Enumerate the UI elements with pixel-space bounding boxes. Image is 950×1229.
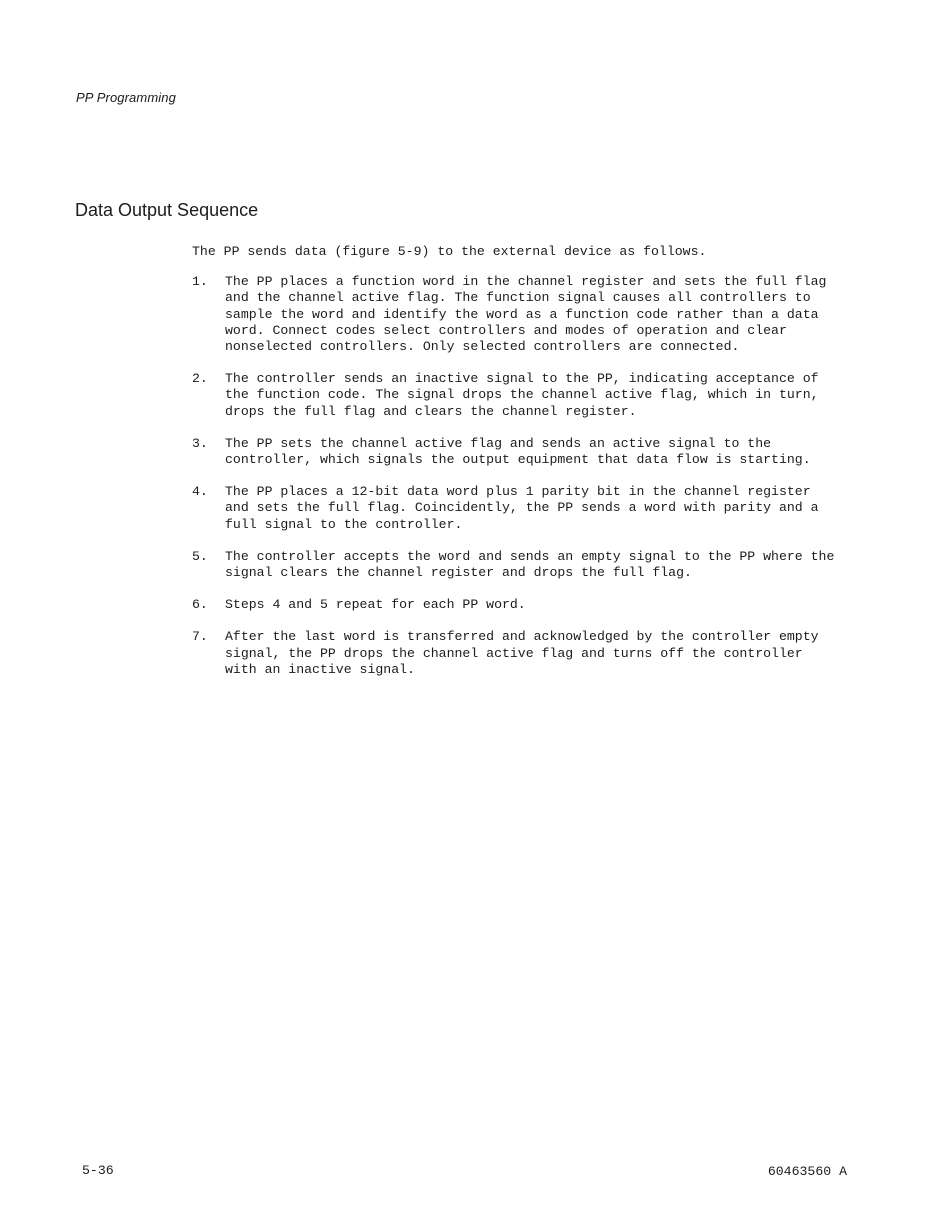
step-text: The controller sends an inactive signal to the PP, indicating acceptance of the function code. The signal drops the channel active flag, which in turn, drops the full flag and clears the channel register. — [225, 371, 819, 419]
list-item — [192, 629, 842, 678]
step-text: The PP sets the channel active flag and sends an active signal to the controller, which signals the output equipment that data flow is starting. — [225, 435, 811, 468]
step-text: Steps 4 and 5 repeat for each PP word. — [225, 597, 526, 613]
step-number: 3. — [192, 435, 208, 451]
step-text: The PP places a 12-bit data word plus 1 parity bit in the channel register and sets the full flag. Coincidently, the PP sends a word with parity and a full signal to the controller. — [225, 484, 819, 532]
step-number: 5. — [192, 548, 208, 564]
list-item — [192, 371, 842, 420]
section-title: Data Output Sequence — [75, 200, 259, 220]
page-number: 5-36 — [82, 1163, 114, 1178]
list-item — [192, 436, 842, 468]
step-number: 2. — [192, 371, 208, 387]
step-text: The PP places a function word in the channel register and sets the full flag and the channel active flag. The function signal causes all controllers to sample the word and identify the word as a function code rather than a data word. Connect codes select controllers and modes of operation and clear nonselected controllers. Only selected controllers are connected. — [225, 274, 827, 355]
list-item — [192, 597, 842, 613]
list-item — [192, 549, 842, 581]
step-text: After the last word is transferred and acknowledged by the controller empty signal, the PP drops the channel active flag and turns off the controller with an inactive signal. — [225, 629, 819, 677]
list-item — [192, 484, 842, 533]
running-header: PP Programming — [76, 90, 176, 105]
section-body — [192, 244, 842, 694]
document-number: 60463560 A — [767, 1164, 847, 1179]
steps-list — [192, 274, 842, 678]
step-number: 6. — [192, 597, 208, 613]
intro-paragraph: The PP sends data (figure 5-9) to the external device as follows. — [192, 244, 707, 259]
list-item — [192, 274, 842, 355]
step-text: The controller accepts the word and sends an empty signal to the PP where the signal clears the channel register and drops the full flag. — [225, 548, 835, 581]
step-number: 4. — [192, 484, 208, 500]
step-number: 7. — [192, 629, 208, 645]
step-number: 1. — [192, 274, 208, 290]
